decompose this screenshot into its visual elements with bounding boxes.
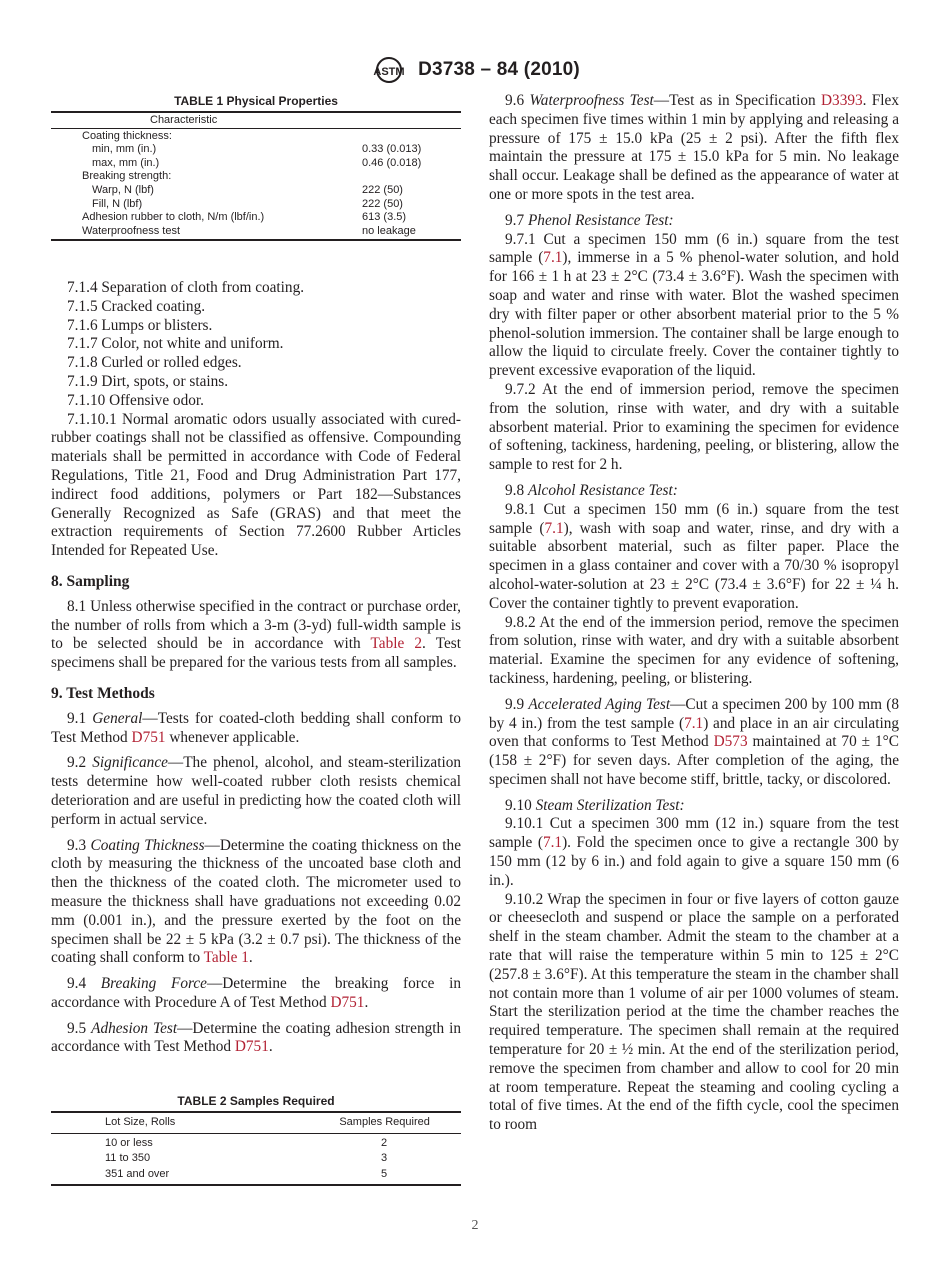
- table-row: Adhesion rubber to cloth, N/m (lbf/in.) 613 (3.5): [82, 211, 407, 224]
- table-row: Fill, N (lbf) 222 (50): [92, 197, 403, 210]
- table-row: Coating thickness:: [82, 129, 172, 142]
- d751-link[interactable]: D751: [131, 728, 166, 746]
- heading-9-10: 9.10 Steam Sterilization Test:: [505, 796, 685, 814]
- d751-link[interactable]: D751: [330, 993, 365, 1011]
- d573-link[interactable]: D573: [713, 733, 748, 751]
- column-header-samples-required: Samples Required: [218, 1112, 461, 1133]
- section-7-1-link[interactable]: 7.1: [542, 834, 563, 852]
- table-1: [51, 94, 461, 241]
- item-7-1-7: 7.1.7 Color, not white and uniform.: [67, 335, 284, 353]
- item-7-1-6: 7.1.6 Lumps or blisters.: [67, 316, 213, 334]
- table-2-caption: TABLE 2 Samples Required: [177, 1094, 335, 1108]
- document-title: D3738 – 84 (2010): [418, 59, 580, 80]
- table-row: 11 to 350 3: [105, 1152, 388, 1165]
- document-header: [0, 56, 950, 84]
- paragraph-9-9: 9.9 Accelerated Aging Test—Cut a specimen 200 by 100 mm (8 by 4 in.) from the test sample (7.1) and place in an air circulating oven that conforms to Test Method D573 maintained at 70 ± 1°C (158 ± 2°F) for seven days. After completion of the aging, the specimen shall not have become stiff, brittle, tacky, or discolored.: [489, 695, 900, 788]
- heading-9-7: 9.7 Phenol Resistance Test:: [505, 211, 674, 229]
- samples-required-table: [51, 1111, 461, 1186]
- paragraph-9-4: 9.4 Breaking Force—Determine the breaking force in accordance with Procedure A of Test Method D751.: [51, 975, 461, 1011]
- paragraph-9-2: 9.2 Significance—The phenol, alcohol, and steam-sterilization tests determine how well-coated rubber cloth resists chemical deterioration and are useful in predicting how the coated cloth will perform in actual service.: [51, 754, 461, 828]
- table-row: max, mm (in.) 0.46 (0.018): [92, 156, 422, 169]
- item-7-1-4: 7.1.4 Separation of cloth from coating.: [67, 279, 305, 296]
- section-9-heading: 9. Test Methods: [51, 684, 155, 702]
- svg-text:ASTM: ASTM: [373, 66, 405, 78]
- section-8-heading: 8. Sampling: [51, 572, 130, 590]
- table-1-link[interactable]: Table 1: [203, 949, 249, 967]
- table-row: Breaking strength:: [82, 170, 172, 183]
- table-row: 10 or less 2: [105, 1136, 388, 1149]
- paragraph-9-8-2: 9.8.2 At the end of the immersion period, remove the specimen from solution, rinse with water, and dry with a suitable absorbent material. Examine the specimen for any evidence of softening, tackiness, hardening, peeling, or blistering.: [489, 613, 899, 687]
- section-7-1-link[interactable]: 7.1: [684, 714, 704, 732]
- item-7-1-5: 7.1.5 Cracked coating.: [67, 297, 206, 315]
- d3393-link[interactable]: D3393: [821, 92, 863, 109]
- paragraph-9-8-1: 9.8.1 Cut a specimen 150 mm (6 in.) square from the test sample (7.1), wash with soap and water, rinse, and dry with a suitable absorbent material, such as filter paper. Place the specimen in a glass container and cover with a 70/30 % isopropyl alcohol-water-solution at 23 ± 2°C (73.4 ± 3.6°F) for 22 ± ¼ h. Cover the container tightly to prevent evaporation.: [489, 500, 900, 612]
- d751-link[interactable]: D751: [234, 1038, 269, 1056]
- item-7-1-10: 7.1.10 Offensive odor.: [67, 391, 204, 409]
- paragraph-9-10-1: 9.10.1 Cut a specimen 300 mm (12 in.) square from the test sample (7.1). Fold the specimen once to give a rectangle 300 by 150 mm (12 by 6 in.) and fold again to give a square 150 mm (6 in.).: [489, 815, 899, 889]
- paragraph-9-7-1: 9.7.1 Cut a specimen 150 mm (6 in.) square from the test sample (7.1), immerse in a 5 % phenol-water solution, and hold for 166 ± 1 h at 23 ± 2°C (73.4 ± 3.6°F). Wash the specimen with soap and water and rinse with water. Blot the washed specimen dry with filter paper or other absorbent material prior to the 5 % phenol-solution immersion. The container shall be large enough to allow the liquid to circulate freely. Cover the container tightly to prevent excessive evaporation of the liquid.: [489, 230, 900, 380]
- table-1-header-characteristic: Characteristic: [51, 112, 461, 128]
- table-row: min, mm (in.) 0.33 (0.013): [92, 143, 422, 156]
- paragraph-9-5: 9.5 Adhesion Test—Determine the coating adhesion strength in accordance with Test Method D751.: [51, 1019, 461, 1056]
- paragraph-9-3: 9.3 Coating Thickness—Determine the coating thickness on the cloth by measuring the thickness of the uncoated base cloth and then the thickness of the coated cloth. The micrometer used to measure the thickness shall have graduations not exceeding 0.02 mm (0.001 in.), and the pressure exerted by the foot on the specimen shall be 22 ± 5 kPa (3.2 ± 0.7 psi). The thickness of the coating shall conform to Table 1.: [51, 836, 461, 967]
- paragraph-8-1: 8.1 Unless otherwise specified in the contract or purchase order, the number of rolls from which a 3-m (3-yd) full-width sample is to be selected should be in accordance with Table 2. Test specimens shall be prepared for the various tests from all samples.: [51, 597, 461, 672]
- table-row: Waterproofness test no leakage: [82, 224, 416, 237]
- item-7-1-8: 7.1.8 Curled or rolled edges.: [67, 354, 242, 372]
- astm-logo-icon: [370, 56, 408, 84]
- left-column: [51, 279, 461, 1057]
- paragraph-9-1: 9.1 General—Tests for coated-cloth bedding shall conform to Test Method D751 whenever applicable.: [51, 709, 461, 746]
- table-row: 351 and over 5: [105, 1167, 388, 1180]
- column-header-lot-size: Lot Size, Rolls: [51, 1112, 218, 1133]
- page-number: 2: [471, 1218, 479, 1233]
- physical-properties-table: [51, 111, 461, 241]
- table-row: Warp, N (lbf) 222 (50): [92, 183, 403, 196]
- paragraph-9-7-2: 9.7.2 At the end of immersion period, remove the specimen from the solution, rinse with water, and dry with a suitable absorbent material. Prior to examining the specimen for evidence of softening, tackiness, hardening, peeling, or blistering, allow the sample to rest for 2 h.: [489, 380, 899, 474]
- item-7-1-9: 7.1.9 Dirt, spots, or stains.: [67, 372, 229, 390]
- section-7-1-link[interactable]: 7.1: [543, 249, 563, 267]
- right-column: [489, 92, 899, 1135]
- section-7-1-link[interactable]: 7.1: [544, 519, 564, 537]
- heading-9-8: 9.8 Alcohol Resistance Test:: [505, 481, 678, 499]
- table-2: [51, 1094, 461, 1186]
- paragraph-9-10-2: 9.10.2 Wrap the specimen in four or five layers of cotton gauze or cheesecloth and suspend or place the sample on a perforated shelf in the steam chamber. Admit the steam to the chamber at a rate that will raise the temperature within 5 min to 125 ± 2°C (257.8 ± 3.6°F). At this temperature the steam in the chamber shall not contain more than 1 volume of air per 1000 volumes of steam. Start the sterilization period at the time the chamber reaches the required temperature. The specimen shall remain at the required temperature for 20 ± ½ min. At the end of the sterilization period, remove the specimen from chamber and allow to cool for 20 min at room temperature. Repeat the steaming and cooling cycling a total of five times. At the end of the fifth cycle, cool the specimen to room: [489, 890, 899, 1134]
- table-1-caption: TABLE 1 Physical Properties: [174, 94, 338, 108]
- paragraph-9-6: 9.6 Waterproofness Test—Test as in Specification D3393. Flex each specimen five times within 1 min by applying and releasing a pressure of 175 ± 15.0 kPa (25 ± 2 psi). After the fifth flex maintain the pressure at 175 ± 15.0 kPa for 5 min. No leakage shall occur. Leakage shall be defined as the appearance of water at one or more spots in the test area.: [489, 92, 899, 203]
- table-2-link[interactable]: Table 2: [370, 635, 423, 653]
- paragraph-7-1-10-1: 7.1.10.1 Normal aromatic odors usually associated with cured-rubber coatings shall not be classified as offensive. Compounding materials shall be permitted in accordance with Code of Federal Regulations, Title 21, Food and Drug Administration Part 177, indirect food additions, polymers or Part 182—Substances Generally Recognized as Safe (GRAS) and that meet the extraction requirements of Section 77.2600 Rubber Articles Intended for Repeated Use.: [51, 410, 461, 560]
